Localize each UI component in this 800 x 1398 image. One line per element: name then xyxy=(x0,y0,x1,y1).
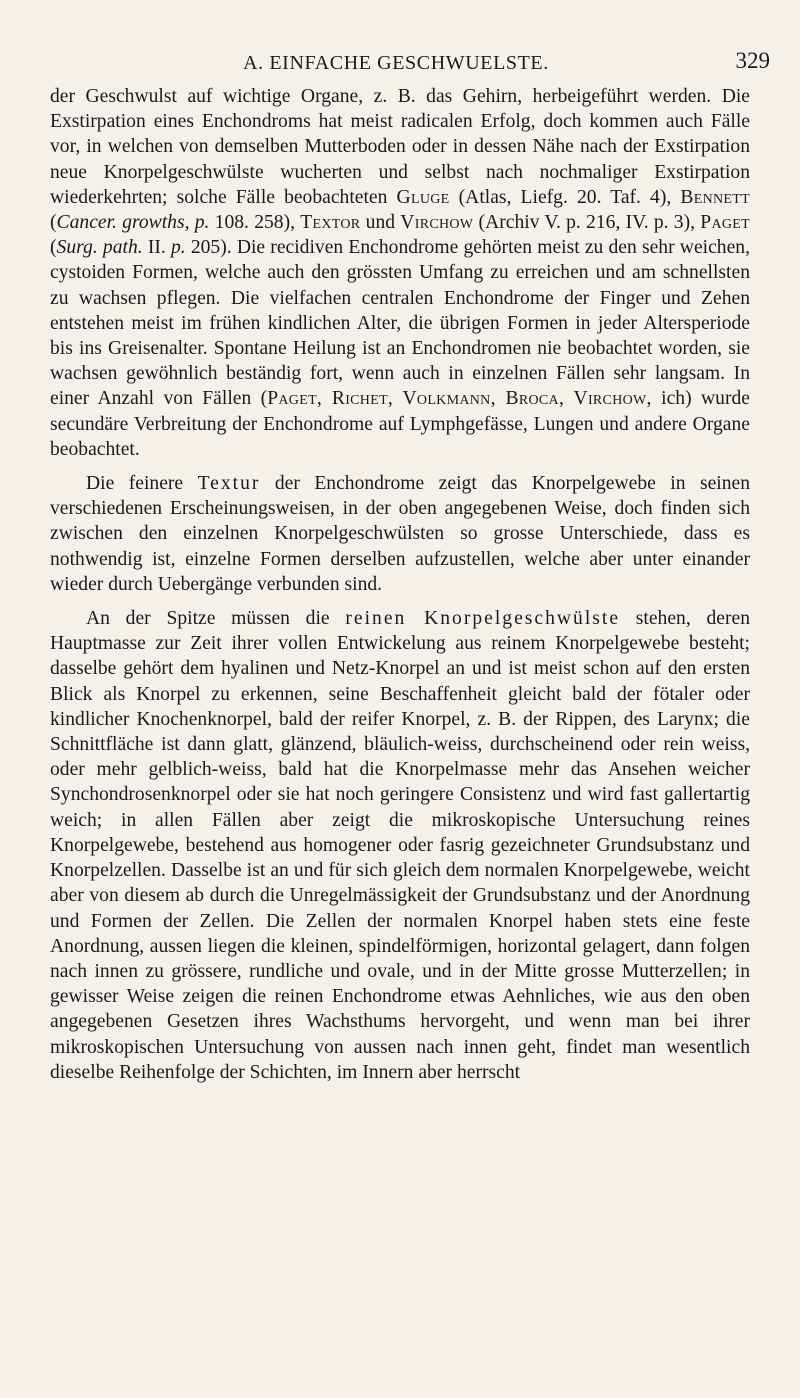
text-run: (Atlas, Liefg. 20. Taf. 4), xyxy=(449,186,681,208)
page-number: 329 xyxy=(735,48,770,73)
paragraph-2 xyxy=(50,471,750,597)
text-run: der Geschwulst auf wichtige Organe, z. B. das Gehirn, herbeigeführt werden. Die Exstirpation eines Enchondroms hat meist radicalen Erfolg, doch kommen auch Fälle vor, in welchen von demselben Mutterboden oder in dessen Nähe nach der Exstirpation neue Knorpelgeschwülste wucherten und selbst nach nochmaliger Exstirpation wiederkehrten; solche Fälle beobachteten xyxy=(50,86,750,208)
small-caps-text: Paget, Richet, Volkmann, Broca, Virchow, xyxy=(267,388,652,410)
text-run: 205). Die recidiven Enchondrome gehörten meist zu den sehr weichen, cystoiden Formen, welche auch den grössten Umfang zu erreichen und am schnellsten zu wachsen pflegen. Die vielfachen centralen Enchondrome der Finger und Zehen entstehen meist im frühen kindlichen Alter, die übrigen Formen in jeder Altersperiode bis ins Greisenalter. Spontane Heilung ist an Enchondromen nie beobachtet worden, sie wachsen gewöhnlich beständig fort, wenn auch in einzelnen Fällen sehr langsam. In einer Anzahl von Fällen ( xyxy=(50,237,750,410)
page-header xyxy=(22,48,770,82)
small-caps-text: Textor xyxy=(300,212,361,234)
text-run: An der Spitze müssen die xyxy=(86,608,346,630)
small-caps-text: Virchow xyxy=(400,212,474,234)
italic-text: p. xyxy=(170,237,186,259)
paragraph-3 xyxy=(50,606,750,1085)
body-text xyxy=(50,84,750,1085)
text-run: 108. 258), xyxy=(209,212,301,234)
text-run: (Archiv V. p. 216, IV. p. 3), xyxy=(473,212,701,234)
small-caps-text: Bennett xyxy=(680,186,750,208)
text-run: der Enchondrome zeigt das Knorpelgewebe in seinen verschiedenen Erscheinungsweisen, in der oben angegebenen Weise, doch finden sich zwischen den einzelnen Knorpelgeschwülsten so grosse Unterschiede, dass es nothwendig ist, einzelne Formen derselben aufzustellen, welche aber unter einander wieder durch Uebergänge verbunden sind. xyxy=(50,473,750,595)
text-run: und xyxy=(360,212,401,234)
spaced-text: Textur xyxy=(197,473,261,495)
text-run: ich) wurde secundäre Verbreitung der Enchondrome auf Lymphgefässe, Lungen und andere Organe beobachtet. xyxy=(50,388,750,460)
text-run: stehen, deren Hauptmasse zur Zeit ihrer vollen Entwickelung aus reinem Knorpelgewebe besteht; dasselbe gehört dem hyalinen und Netz-Knorpel an und ist meist schon auf den ersten Blick als Knorpel zu erkennen, seine Beschaffenheit gleicht bald der fötaler oder kindlicher Knochenknorpel, bald der reifer Knorpel, z. B. der Rippen, des Larynx; die Schnittfläche ist dann glatt, glänzend, bläulich-weiss, durchscheinend oder rein weiss, oder mehr gelblich-weiss, bald hat die Knorpelmasse mehr das Ansehen weicher Synchondrosenknorpel oder sie hat noch geringere Consistenz und wird fast gallertartig weich; in allen Fällen aber zeigt die mikroskopische Untersuchung reines Knorpelgewebe, bestehend aus homogener oder fasrig gezeichneter Grundsubstanz und Knorpelzellen. Dasselbe ist an und für sich gleich dem normalen Knorpelgewebe, weicht aber von diesem ab durch die Unregelmässigkeit der Grundsubstanz und der Anordnung und Formen der Zellen. Die Zellen der normalen Knorpel haben stets eine feste Anordnung, aussen liegen die kleinen, spindelförmigen, horizontal gelagert, dann folgen nach innen zu grössere, rundliche und ovale, und in der Mitte grosse Mutterzellen; in gewisser Weise zeigen die reinen Enchondrome etwas Aehnliches, wie aus den oben angegebenen Gesetzen ihres Wachsthums hervorgeht, und wenn man bei ihrer mikroskopischen Untersuchung von aussen nach innen geht, findet man wesentlich dieselbe Reihenfolge der Schichten, im Innern aber herrscht xyxy=(50,608,750,1083)
small-caps-text: Gluge xyxy=(396,186,450,208)
running-head: A. EINFACHE GESCHWUELSTE. xyxy=(243,52,549,74)
text-run: Die feinere xyxy=(86,473,198,495)
spaced-text: reinen Knorpelgeschwülste xyxy=(345,608,621,630)
italic-text: Cancer. growths, p. xyxy=(56,212,210,234)
paragraph-1 xyxy=(50,84,750,462)
text-run: II. xyxy=(142,237,171,259)
italic-text: Surg. path. xyxy=(56,237,143,259)
text-run: ( xyxy=(50,212,57,234)
text-run: ( xyxy=(50,237,57,259)
small-caps-text: Paget xyxy=(700,212,750,234)
